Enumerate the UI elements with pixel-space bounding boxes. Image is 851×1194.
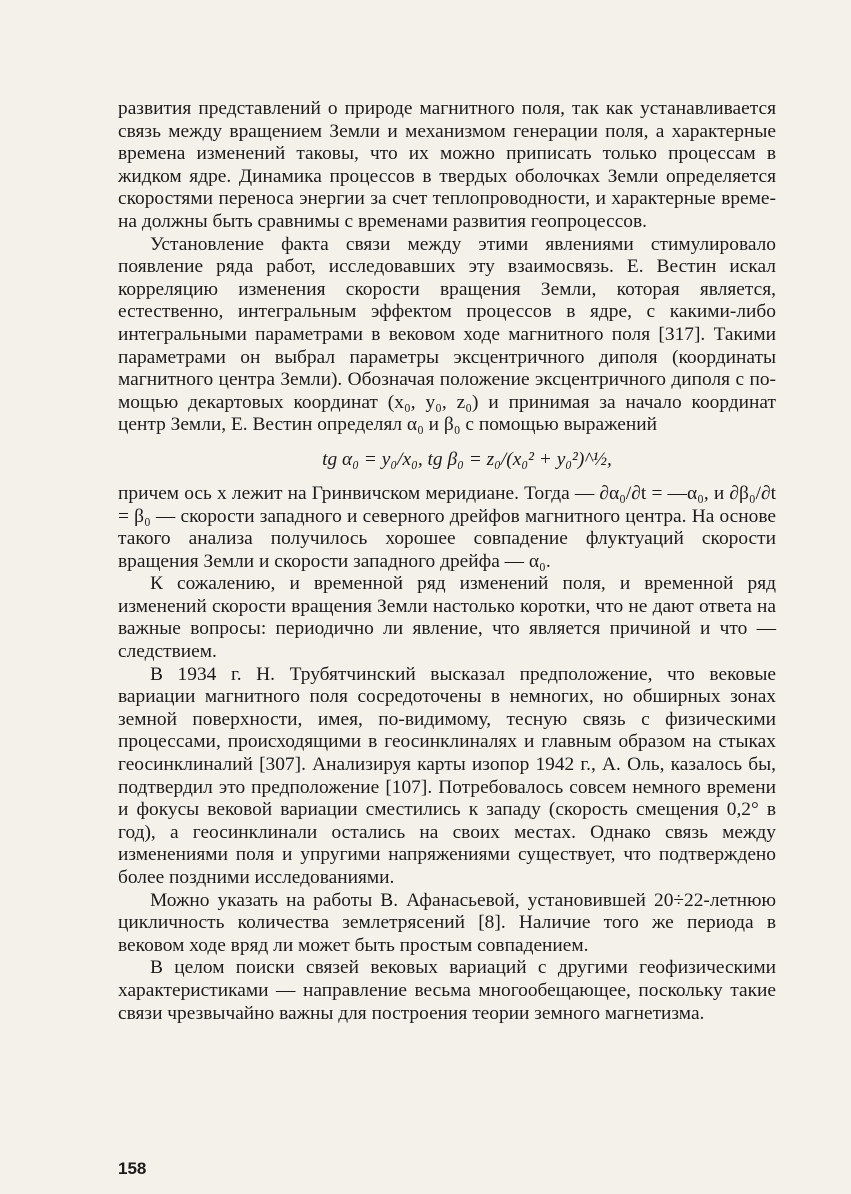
paragraph-2: Установление факта связи между этими явлениями стимулировало появление ряда работ, исследовавших эту взаимосвязь. Е. Вестин искал корреляцию изменения скорости вращения Земли, которая является, естественно, интегральным эффектом процессов в ядре, с какими-либо интегральными параметрами в вековом ходе магнитного поля [317]. Такими параметрами он выбрал параметры эксцентричного диполя (координаты магнитного центра Земли). Обозначая положение эксцентричного диполя с помощью декартовых координат (x₀, y₀, z₀) и принимая за начало координат центр Земли, Е. Вестин определял α₀ и β₀ с помощью выражений	[118, 233, 776, 436]
page-number: 158	[118, 1159, 147, 1178]
paragraph-4: К сожалению, и временной ряд изменений поля, и временной ряд изменений скорости вращения Земли настолько коротки, что не дают ответа на важные вопросы: периодично ли явление, что является причиной и что — следствием.	[118, 573, 776, 663]
paragraph-5: В 1934 г. Н. Трубятчинский высказал предположение, что вековые вариации магнитного поля сосредоточены в немногих, но обширных зонах земной поверхности, имея, по-видимому, тесную связь с физическими процессами, происходящими в геосинклиналях и главным образом на стыках геосинклиналий [307]. Анализируя карты изопор 1942 г., А. Оль, казалось бы, подтвердил это предположение [107]. Потребовалось совсем немного времени и фокусы вековой вариации сместились к западу (скорость смещения 0,2° в год), а геосинклинали остались на своих местах. Однако связь между изменениями поля и упругими напряжениями существует, что подтверждено более поздними исследованиями.	[118, 663, 776, 888]
paragraph-1: развития представлений о природе магнитного поля, так как устанавливается связь между вращением Земли и механизмом генерации поля, а характерные времена изменений таковы, что их можно приписать только процессам в жидком ядре. Динамика процессов в твердых оболочках Земли определяется скоростями переноса энергии за счет теплопроводности, и характерные времена должны быть сравнимы с временами развития геопроцессов.	[118, 98, 776, 232]
paragraph-6: Можно указать на работы В. Афанасьевой, установившей 20÷22-летнюю цикличность количества землетрясений [8]. Наличие того же периода в вековом ходе вряд ли может быть простым совпадением.	[118, 889, 776, 956]
body-text	[118, 98, 776, 1025]
formula: tg α₀ = y₀/x₀, tg β₀ = z₀/(x₀² + y₀²)^½,	[322, 448, 612, 470]
paragraph-3: причем ось x лежит на Гринвичском меридиане. Тогда — ∂α₀/∂t = —α₀, и ∂β₀/∂t = β₀ — скорости западного и северного дрейфов магнитного центра. На основе такого анализа получилось хорошее совпадение флуктуаций скорости вращения Земли и скорости западного дрейфа — α₀.	[118, 482, 776, 572]
paragraph-7: В целом поиски связей вековых вариаций с другими геофизическими характеристиками — направление весьма многообещающее, поскольку такие связи чрезвычайно важны для построения теории земного магнетизма.	[118, 957, 776, 1024]
